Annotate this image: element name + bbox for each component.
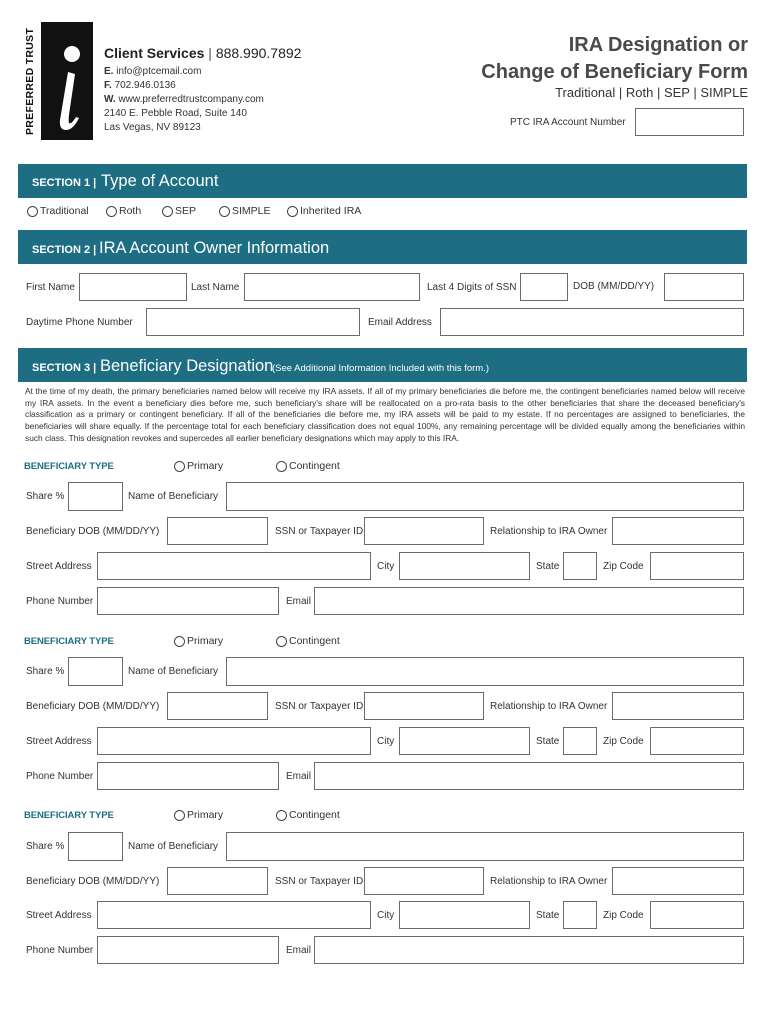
- state-input[interactable]: [563, 901, 597, 929]
- radio-sep[interactable]: [162, 206, 173, 217]
- email-address-input[interactable]: [440, 308, 744, 336]
- separator: |: [208, 45, 212, 61]
- fax-prefix: F.: [104, 80, 112, 91]
- phone-number-input[interactable]: [97, 762, 279, 790]
- radio-roth[interactable]: [106, 206, 117, 217]
- logo: [26, 22, 94, 140]
- section1-header: [18, 164, 747, 198]
- client-services-line: [104, 45, 301, 61]
- last-name-label: Last Name: [191, 282, 240, 293]
- ssn-input[interactable]: [364, 517, 484, 545]
- radio-contingent[interactable]: [276, 810, 287, 821]
- option-traditional-label: Traditional: [40, 205, 89, 217]
- beneficiary-type-label: BENEFICIARY TYPE: [24, 810, 114, 821]
- section2-title: IRA Account Owner Information: [99, 239, 330, 257]
- email-input[interactable]: [314, 936, 744, 964]
- relationship-input[interactable]: [612, 692, 744, 720]
- beneficiary-dob-input[interactable]: [167, 517, 268, 545]
- street-address-label: Street Address: [26, 910, 92, 921]
- form-subtitle: Traditional | Roth | SEP | SIMPLE: [555, 85, 748, 100]
- radio-primary[interactable]: [174, 636, 185, 647]
- section2-number: SECTION 2 |: [32, 244, 97, 256]
- client-services-label: Client Services: [104, 45, 205, 61]
- website-value: www.preferredtrustcompany.com: [118, 94, 264, 105]
- radio-primary[interactable]: [174, 461, 185, 472]
- relationship-input[interactable]: [612, 867, 744, 895]
- last-name-input[interactable]: [244, 273, 420, 301]
- ssn-input[interactable]: [364, 867, 484, 895]
- beneficiary-name-label: Name of Beneficiary: [128, 491, 219, 502]
- city-label: City: [377, 736, 395, 747]
- relationship-label: Relationship to IRA Owner: [490, 526, 608, 537]
- city-label: City: [377, 561, 395, 572]
- form-title-line2: Change of Beneficiary Form: [481, 61, 748, 83]
- contact-website: [104, 94, 264, 105]
- contact-email: [104, 66, 201, 77]
- street-address-input[interactable]: [97, 901, 371, 929]
- phone-number-input[interactable]: [97, 587, 279, 615]
- share-input[interactable]: [68, 482, 123, 511]
- email-prefix: E.: [104, 66, 114, 77]
- radio-contingent[interactable]: [276, 461, 287, 472]
- street-address-input[interactable]: [97, 727, 371, 755]
- email-label: Email: [286, 596, 312, 607]
- beneficiary-type-label: BENEFICIARY TYPE: [24, 461, 114, 472]
- radio-primary[interactable]: [174, 810, 185, 821]
- ssn4-input[interactable]: [520, 273, 568, 301]
- email-address-label: Email Address: [368, 317, 432, 328]
- contingent-label: Contingent: [289, 635, 340, 647]
- share-input[interactable]: [68, 832, 123, 861]
- contingent-label: Contingent: [289, 809, 340, 821]
- city-input[interactable]: [399, 552, 530, 580]
- zip-code-label: Zip Code: [603, 561, 644, 572]
- radio-inherited-ira[interactable]: [287, 206, 298, 217]
- relationship-label: Relationship to IRA Owner: [490, 876, 608, 887]
- option-sep-label: SEP: [175, 205, 197, 217]
- client-services-phone: 888.990.7892: [215, 45, 302, 61]
- option-roth-label: Roth: [119, 205, 142, 217]
- beneficiary-dob-label: Beneficiary DOB (MM/DD/YY): [26, 701, 160, 712]
- section2-header: [18, 230, 747, 264]
- phone-number-input[interactable]: [97, 936, 279, 964]
- phone-number-label: Phone Number: [26, 596, 94, 607]
- fax-value: 702.946.0136: [114, 80, 176, 91]
- state-label: State: [536, 736, 560, 747]
- beneficiary-name-input[interactable]: [226, 657, 744, 686]
- zip-code-input[interactable]: [650, 901, 744, 929]
- share-label: Share %: [26, 841, 65, 852]
- web-prefix: W.: [104, 94, 116, 105]
- beneficiary-dob-label: Beneficiary DOB (MM/DD/YY): [26, 526, 160, 537]
- street-address-label: Street Address: [26, 561, 92, 572]
- beneficiary-terms-paragraph: At the time of my death, the primary beneficiaries named below will receive my IRA assets. If all of my primary beneficiaries die before me, the contingent beneficiaries named below will receive my IRA assets. In the event a beneficiary dies before me, such beneficiary's share will be reallocated on a pro-rata basis to the other beneficiaries that share the deceased beneficiary's classification as a primary or contingent beneficiary. If all of the beneficiaries die before me, my IRA assets will be paid to my estate. If no percentages are assigned to beneficiaries, the beneficiaries will share equally. If the percentage total for each beneficiary classification does not equal 100%, any remaining percentage will be divided equally among the beneficiaries within such class. This designation revokes and supercedes all earlier beneficiary designations which may apply to this IRA.: [25, 386, 745, 443]
- radio-traditional[interactable]: [27, 206, 38, 217]
- option-simple-label: SIMPLE: [232, 205, 271, 217]
- logo-wordmark: PREFERRED TRUST: [24, 27, 36, 135]
- option-inherited-ira-label: Inherited IRA: [300, 205, 362, 217]
- contact-fax: [104, 80, 176, 91]
- state-label: State: [536, 910, 560, 921]
- zip-code-input[interactable]: [650, 552, 744, 580]
- daytime-phone-input[interactable]: [146, 308, 360, 336]
- ssn-label: SSN or Taxpayer ID: [275, 526, 364, 537]
- share-label: Share %: [26, 666, 65, 677]
- city-input[interactable]: [399, 727, 530, 755]
- radio-simple[interactable]: [219, 206, 230, 217]
- first-name-label: First Name: [26, 282, 75, 293]
- state-input[interactable]: [563, 552, 597, 580]
- email-label: Email: [286, 945, 312, 956]
- beneficiary-dob-input[interactable]: [167, 692, 268, 720]
- owner-dob-input[interactable]: [664, 273, 744, 301]
- address-line1: 2140 E. Pebble Road, Suite 140: [104, 108, 247, 119]
- radio-contingent[interactable]: [276, 636, 287, 647]
- ssn-input[interactable]: [364, 692, 484, 720]
- email-input[interactable]: [314, 587, 744, 615]
- form-title-line1: IRA Designation or: [568, 34, 748, 56]
- section1-title: Type of Account: [101, 172, 219, 190]
- contingent-label: Contingent: [289, 460, 340, 472]
- beneficiary-dob-input[interactable]: [167, 867, 268, 895]
- logo-i-mark: [41, 22, 93, 140]
- street-address-input[interactable]: [97, 552, 371, 580]
- section3-title: Beneficiary Designation: [100, 357, 274, 375]
- phone-number-label: Phone Number: [26, 771, 94, 782]
- account-number-input[interactable]: [635, 108, 744, 136]
- email-value: info@ptcemail.com: [116, 66, 202, 77]
- beneficiary-name-label: Name of Beneficiary: [128, 666, 219, 677]
- zip-code-label: Zip Code: [603, 736, 644, 747]
- zip-code-label: Zip Code: [603, 910, 644, 921]
- first-name-input[interactable]: [79, 273, 187, 301]
- city-label: City: [377, 910, 395, 921]
- daytime-phone-label: Daytime Phone Number: [26, 317, 133, 328]
- ssn-label: SSN or Taxpayer ID: [275, 876, 364, 887]
- email-input[interactable]: [314, 762, 744, 790]
- relationship-label: Relationship to IRA Owner: [490, 701, 608, 712]
- address-line2: Las Vegas, NV 89123: [104, 122, 201, 133]
- account-number-label: PTC IRA Account Number: [510, 117, 626, 128]
- section3-number: SECTION 3 |: [32, 362, 97, 374]
- beneficiary-name-input[interactable]: [226, 832, 744, 861]
- phone-number-label: Phone Number: [26, 945, 94, 956]
- beneficiary-dob-label: Beneficiary DOB (MM/DD/YY): [26, 876, 160, 887]
- primary-label: Primary: [187, 635, 224, 647]
- email-label: Email: [286, 771, 312, 782]
- owner-dob-label: DOB (MM/DD/YY): [573, 281, 655, 292]
- beneficiary-name-input[interactable]: [226, 482, 744, 511]
- share-label: Share %: [26, 491, 65, 502]
- ssn4-label: Last 4 Digits of SSN: [427, 282, 517, 293]
- street-address-label: Street Address: [26, 736, 92, 747]
- section3-note: (See Additional Information Included with this form.): [272, 363, 490, 374]
- beneficiary-type-label: BENEFICIARY TYPE: [24, 636, 114, 647]
- state-label: State: [536, 561, 560, 572]
- zip-code-input[interactable]: [650, 727, 744, 755]
- primary-label: Primary: [187, 809, 224, 821]
- section3-header: [18, 348, 747, 382]
- relationship-input[interactable]: [612, 517, 744, 545]
- primary-label: Primary: [187, 460, 224, 472]
- beneficiary-name-label: Name of Beneficiary: [128, 841, 219, 852]
- section1-number: SECTION 1 |: [32, 177, 97, 189]
- city-input[interactable]: [399, 901, 530, 929]
- ssn-label: SSN or Taxpayer ID: [275, 701, 364, 712]
- state-input[interactable]: [563, 727, 597, 755]
- share-input[interactable]: [68, 657, 123, 686]
